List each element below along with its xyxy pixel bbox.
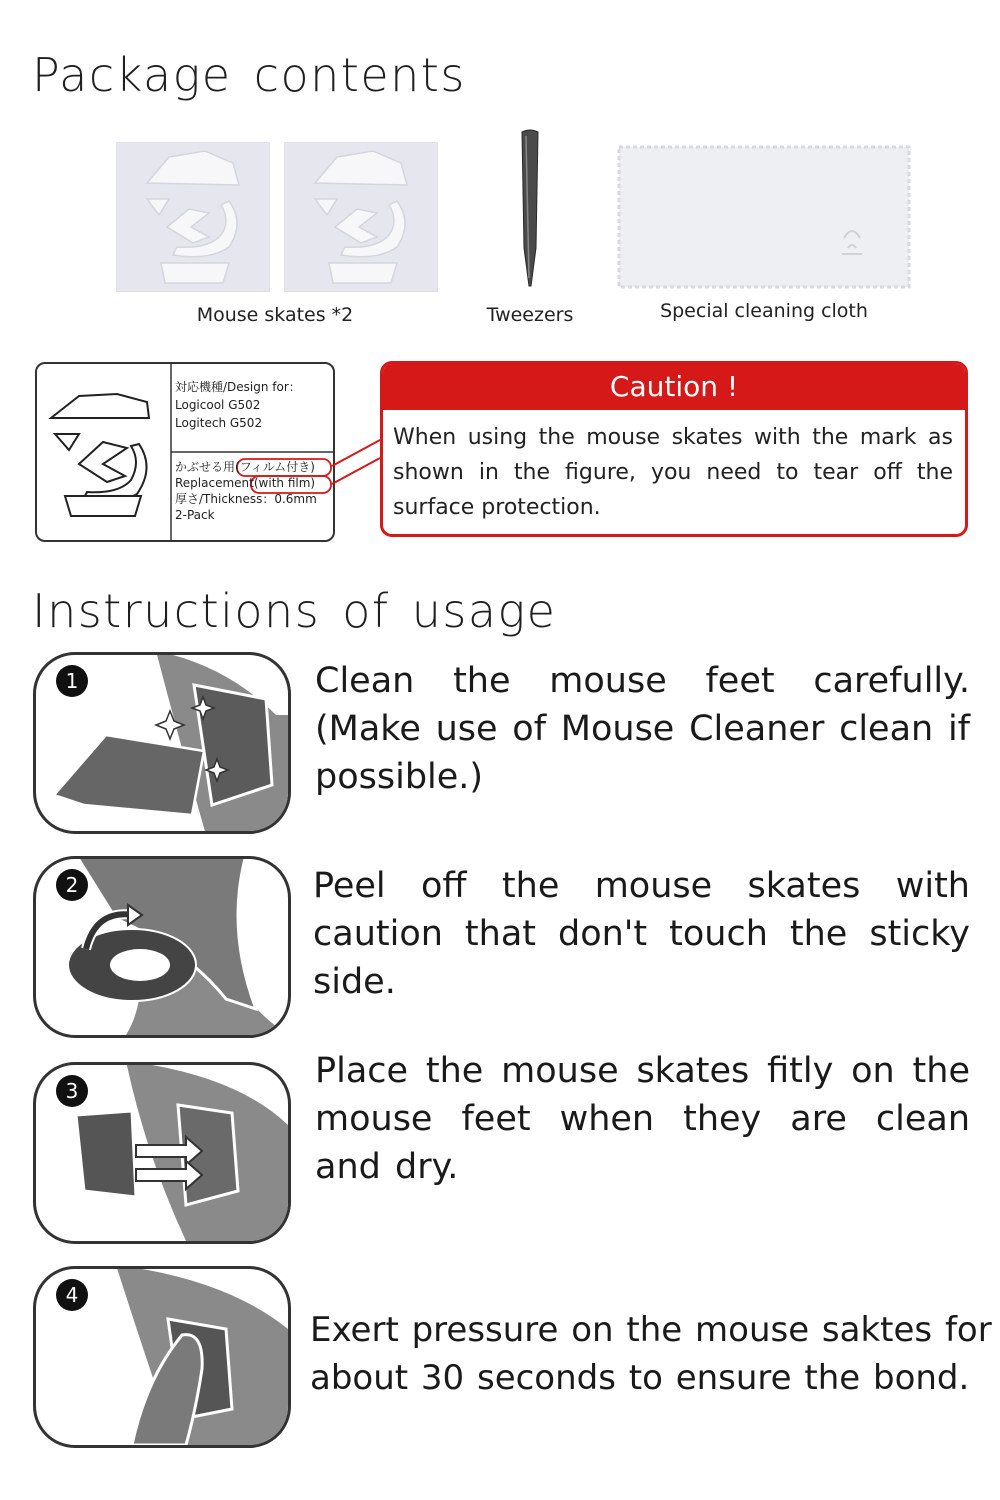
step-1-illustration bbox=[33, 652, 291, 834]
step-3-text: Place the mouse skates fitly on the mouse feet when they are clean and dry. bbox=[315, 1051, 970, 1187]
caution-title: Caution ! bbox=[383, 364, 965, 410]
tweezers-icon bbox=[512, 128, 548, 290]
label-film-mark-jp: (フィルム付き) bbox=[235, 460, 315, 474]
label-replacement: Replacement bbox=[175, 476, 254, 490]
caution-text: When using the mouse skates with the mark as shown in the figure, you need to tear off the surface protection. bbox=[393, 425, 953, 520]
step-4-text: Exert pressure on the mouse saktes for about 30 seconds to ensure the bond. bbox=[310, 1310, 992, 1398]
label-thickness: 厚さ/Thickness：0.6mm bbox=[175, 492, 317, 506]
step-2-illustration bbox=[33, 856, 291, 1038]
step-2-text: Peel off the mouse skates with caution that don't touch the sticky side. bbox=[313, 866, 970, 1002]
label-model-logicool: Logicool G502 bbox=[175, 398, 261, 412]
package-contents-title: Package contents bbox=[32, 48, 466, 102]
label-pack-count: 2-Pack bbox=[175, 508, 215, 522]
mouse-skates-sheet-icon bbox=[116, 142, 270, 292]
step-3-illustration bbox=[33, 1062, 291, 1244]
label-model-logitech: Logitech G502 bbox=[175, 416, 263, 430]
mouse-skates-sheet-icon bbox=[284, 142, 438, 292]
step-4-illustration bbox=[33, 1266, 291, 1448]
step-1-text: Clean the mouse feet carefully. (Make use of Mouse Cleaner clean if possible.) bbox=[315, 661, 970, 797]
label-design-for: 対応機種/Design for： bbox=[175, 380, 301, 394]
cleaning-cloth-icon bbox=[616, 144, 912, 290]
instructions-title: Instructions of usage bbox=[32, 584, 557, 638]
step-number: 2 bbox=[65, 873, 79, 897]
package-label bbox=[35, 362, 335, 542]
step-number: 1 bbox=[65, 669, 79, 693]
tweezers-caption: Tweezers bbox=[486, 304, 574, 326]
caution-box bbox=[380, 361, 968, 537]
cleaning-cloth-caption: Special cleaning cloth bbox=[660, 300, 868, 322]
label-film-mark-en: (with film) bbox=[253, 476, 316, 490]
step-number: 4 bbox=[65, 1283, 79, 1307]
step-number: 3 bbox=[65, 1079, 79, 1103]
mouse-skates-caption: Mouse skates *2 bbox=[196, 304, 354, 326]
label-cover-type: かぶせる用 bbox=[175, 460, 236, 474]
